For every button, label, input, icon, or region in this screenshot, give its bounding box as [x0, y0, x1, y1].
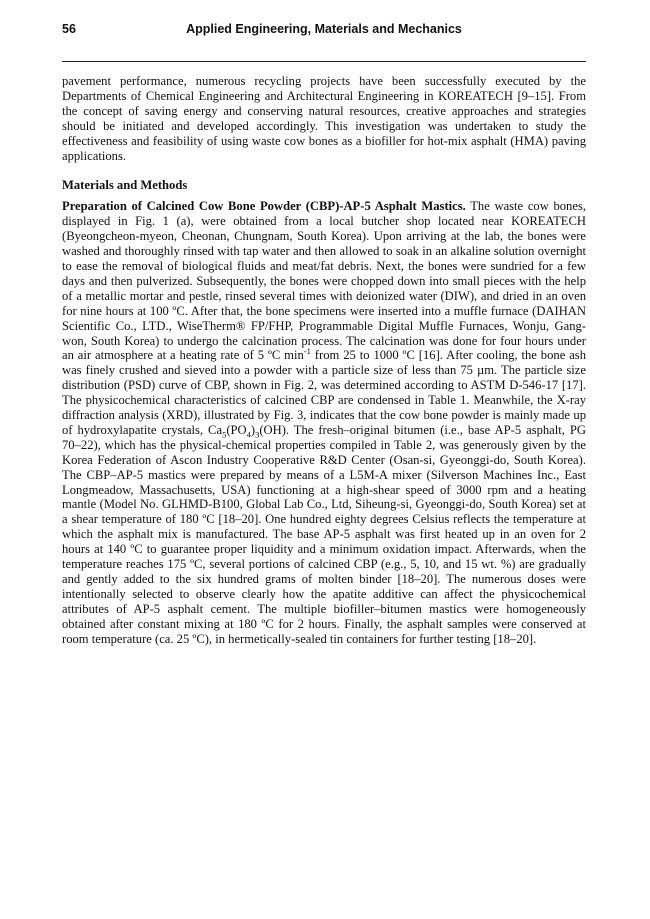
methods-text-3: (PO	[226, 422, 247, 437]
methods-text-1: The waste cow bones, displayed in Fig. 1 (a), were obtained from a local butcher shop located near KOREATECH (Byeongcheon-myeon, Cheonan, Chungnam, South Korea). Upon arriving at the lab, the bones were washed and thoroughly rinsed with tap water and then allowed to soak in an alkaline solution overnight to ease the removal of biological fluids and meat/fat debris. Next, the bones were sundried for a few days and then pulverized. Subsequently, the bones were chopped down into small pieces with the help of a metallic mortar and pestle, rinsed several times with deionized water (DIW), and dried in an oven for nine hours at 100 ºC. After that, the bone specimens were inserted into a muffle furnace (DAIHAN Scientific Co., LTD., WiseTherm® FP/FHP, Programmable Digital Muffle Furnaces, Wonju, Gang-won, South Korea) to undergo the calcination process. The calcination was done for four hours under an air atmosphere at a heating rate of 5 ºC min	[62, 199, 586, 363]
page-number: 56	[62, 22, 76, 36]
subsection-title: Preparation of Calcined Cow Bone Powder (CBP)-AP-5 Asphalt Mastics.	[62, 199, 466, 214]
methods-text-4: )	[250, 422, 256, 437]
methods-paragraph	[62, 199, 586, 646]
running-header	[62, 22, 586, 46]
superscript-exponent: -1	[303, 346, 311, 357]
methods-text-5: (OH). The fresh–original bitumen (i.e., base AP-5 asphalt, PG 70–22), which has the physical-chemical properties compiled in Table 2, was generously given by the Korea Federation of Ascon Industry Cooperative R&D Center (Osan-si, Gyeonggi-do, South Korea). The CBP–AP-5 mastics were prepared by means of a L5M-A mixer (Silverson Machines Inc., East Longmeadow, Massachusetts, USA) functioning at a high-shear speed of 3000 rpm and a heating mantle (Model No. GLHMD-B100, Global Lab Co., Ltd, Siheung-si, Gyeonggi-do, South Korea) set at a shear temperature of 180 ºC [18–20]. One hundred eighty degrees Celsius reflects the temperature at which the asphalt mix is manufactured. The base AP-5 asphalt was first heated up in an oven for 2 hours at 140 ºC to guarantee proper liquidity and a minimum oxidation impact. Afterwards, when the temperature reaches 175 ºC, several portions of calcined CBP (e.g., 5, 10, and 15 wt. %) are gradually and gently added to the six hundred grams of molten binder [18–20]. The numerous doses were intentionally selected to observe clearly how the apatite additive can affect the physicochemical attributes of AP-5 asphalt cement. The multiple biofiller–bitumen mastics were homogeneously obtained after constant mixing at 180 ºC for 2 hours. Finally, the asphalt samples were conserved at room temperature (ca. 25 ºC), in hermetically-sealed tin containers for further testing [18–20].	[62, 422, 586, 646]
header-divider	[62, 61, 586, 62]
methods-text-2: from 25 to 1000 ºC [16]. After cooling, the bone ash was finely crushed and sieved into a powder with a particle size of less than 75 µm. The particle size distribution (PSD) curve of CBP, shown in Fig. 2, was determined according to ASTM D-546-17 [17]. The physicochemical characteristics of calcined CBP are condensed in Table 1. Meanwhile, the X-ray diffraction analysis (XRD), illustrated by Fig. 3, indicates that the cow bone powder is mainly made up of hydroxylapatite crystals, Ca	[62, 348, 586, 437]
subscript-po: 4	[246, 429, 251, 440]
section-heading: Materials and Methods	[62, 178, 188, 193]
journal-title: Applied Engineering, Materials and Mechanics	[186, 22, 462, 36]
subscript-ca: 5	[222, 429, 227, 440]
subscript-group: 3	[255, 429, 260, 440]
article-body	[62, 74, 586, 647]
intro-paragraph: pavement performance, numerous recycling projects have been successfully executed by the Departments of Chemical Engineering and Architectural Engineering in KOREATECH [9–15]. From the concept of saving energy and conserving natural resources, creative approaches and strategies should be initiated and developed accordingly. This investigation was undertaken to study the effectiveness and feasibility of using waste cow bones as a biofiller for hot-mix asphalt (HMA) paving applications.	[62, 74, 586, 163]
